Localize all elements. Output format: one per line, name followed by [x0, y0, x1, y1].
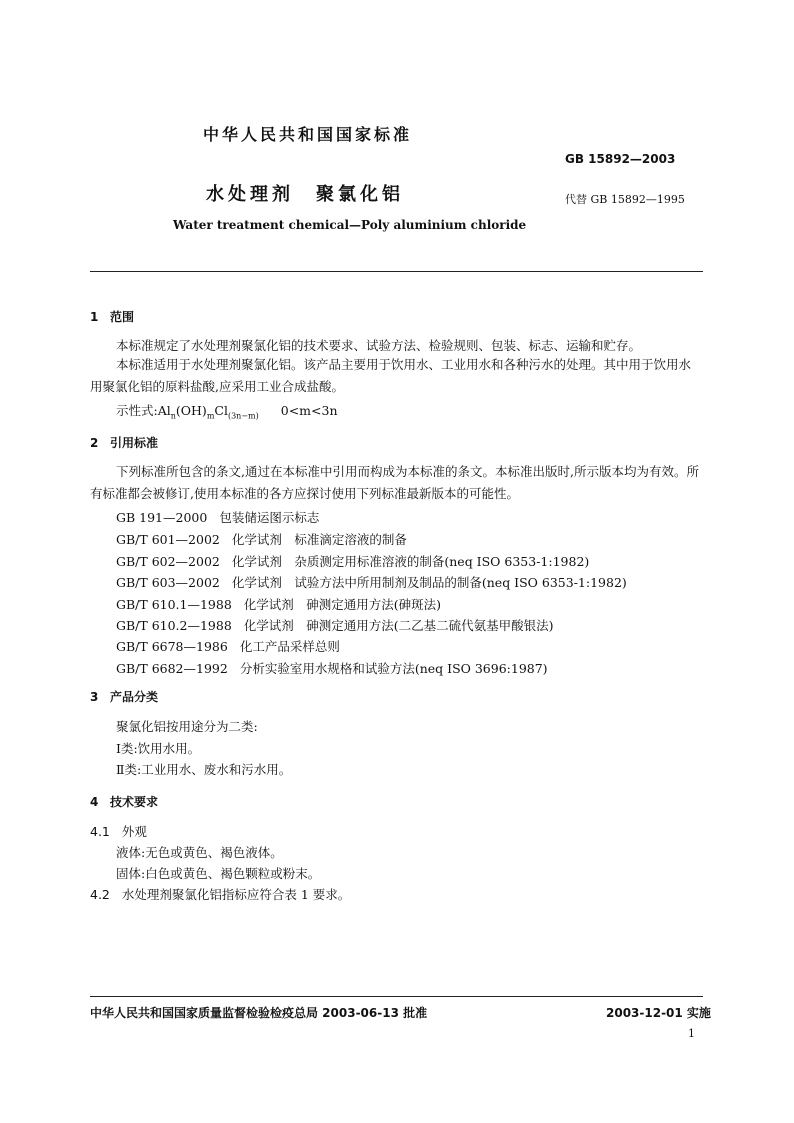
section-number: 3: [90, 690, 99, 704]
reference-title: 化学试剂 砷测定通用方法(砷斑法): [243, 597, 442, 612]
formula-oh: (OH): [175, 403, 207, 418]
section-title: 产品分类: [110, 690, 159, 704]
formula-cl: Cl: [214, 403, 228, 418]
effective-date: 2003-12-01 实施: [606, 1006, 711, 1020]
section-3-heading: [90, 688, 158, 705]
reference-item: [116, 659, 548, 677]
page-number: 1: [688, 1027, 695, 1040]
section-title: 范围: [110, 310, 135, 324]
section-title: 引用标准: [110, 436, 159, 450]
formula-line: [116, 401, 338, 421]
footer-divider: [90, 996, 703, 997]
reference-title: 化学试剂 标准滴定溶液的制备: [231, 532, 407, 547]
subsection-number: 4.2: [90, 887, 110, 902]
section-number: 1: [90, 310, 99, 324]
reference-title: 化学试剂 砷测定通用方法(二乙基二硫代氨基甲酸银法): [243, 618, 554, 633]
reference-code: GB/T 610.2—1988: [116, 618, 232, 633]
section-number: 2: [90, 436, 99, 450]
classification-line: Ⅱ类:工业用水、废水和污水用。: [116, 762, 292, 777]
reference-item: [116, 637, 340, 655]
reference-item: [116, 508, 319, 526]
title-part-1: 水处理剂: [206, 184, 294, 205]
reference-code: GB 191—2000: [116, 510, 208, 525]
subsection-text: 水处理剂聚氯化铝指标应符合表 1 要求。: [121, 887, 351, 902]
appearance-line: 液体:无色或黄色、褐色液体。: [116, 845, 283, 860]
formula-al: Al: [157, 403, 171, 418]
section-title: 技术要求: [110, 795, 159, 809]
section-1-paragraph-1: 本标准规定了水处理剂聚氯化铝的技术要求、试验方法、检验规则、包装、标志、运输和贮存。: [116, 338, 642, 353]
english-title: Water treatment chemical—Poly aluminium chloride: [173, 218, 527, 232]
subsection-title: 外观: [121, 824, 147, 839]
formula-sub-n: n: [170, 411, 176, 421]
title-part-2: 聚氯化铝: [316, 184, 404, 205]
header-divider: [90, 271, 703, 272]
reference-item: [116, 552, 589, 570]
section-1-paragraph-2: 本标准适用于水处理剂聚氯化铝。该产品主要用于饮用水、工业用水和各种污水的处理。其中用于饮用水用聚氯化铝的原料盐酸,应采用工业合成盐酸。: [90, 357, 692, 394]
reference-title: 分析实验室用水规格和试验方法(neq ISO 3696:1987): [239, 661, 548, 676]
formula-label: 示性式:: [116, 403, 158, 418]
reference-code: GB/T 6678—1986: [116, 639, 228, 654]
formula-sub-m: m: [206, 411, 215, 421]
reference-item: [116, 530, 407, 548]
reference-code: GB/T 601—2002: [116, 532, 220, 547]
reference-code: GB/T 603—2002: [116, 575, 220, 590]
subsection-4-1-heading: [90, 822, 147, 840]
reference-item: [116, 573, 627, 591]
section-2-intro: 下列标准所包含的条文,通过在本标准中引用而构成为本标准的条文。本标准出版时,所示版本均为有效。所有标准都会被修订,使用本标准的各方应探讨使用下列标准最新版本的可能性。: [90, 464, 699, 501]
issuer-approval: 中华人民共和国国家质量监督检验检疫总局 2003-06-13 批准: [90, 1006, 428, 1020]
reference-title: 包装储运图示标志: [219, 510, 320, 525]
reference-item: [116, 595, 441, 613]
formula-range: 0<m<3n: [280, 403, 338, 418]
reference-code: GB/T 6682—1992: [116, 661, 228, 676]
classification-line: 聚氯化铝按用途分为二类:: [116, 719, 258, 734]
replaces-standard: 代替 GB 15892—1995: [565, 193, 685, 206]
reference-code: GB/T 602—2002: [116, 554, 220, 569]
section-1-heading: [90, 308, 134, 325]
appearance-line: 固体:白色或黄色、褐色颗粒或粉末。: [116, 866, 321, 881]
section-4-heading: [90, 793, 158, 810]
reference-item: [116, 616, 554, 634]
section-number: 4: [90, 795, 99, 809]
standard-number: GB 15892—2003: [565, 152, 676, 166]
subsection-number: 4.1: [90, 824, 110, 839]
reference-code: GB/T 610.1—1988: [116, 597, 232, 612]
reference-title: 化学试剂 杂质测定用标准溶液的制备(neq ISO 6353-1:1982): [231, 554, 590, 569]
reference-title: 化工产品采样总则: [239, 639, 340, 654]
subsection-4-2: [90, 885, 350, 903]
reference-title: 化学试剂 试验方法中所用制剂及制品的制备(neq ISO 6353-1:1982): [231, 575, 627, 590]
classification-line: Ⅰ类:饮用水用。: [116, 741, 201, 756]
section-2-heading: [90, 434, 158, 451]
formula-sub-cl: (3n−m): [227, 411, 259, 421]
document-title: [206, 180, 404, 206]
national-standard-heading: 中华人民共和国国家标准: [203, 125, 413, 144]
